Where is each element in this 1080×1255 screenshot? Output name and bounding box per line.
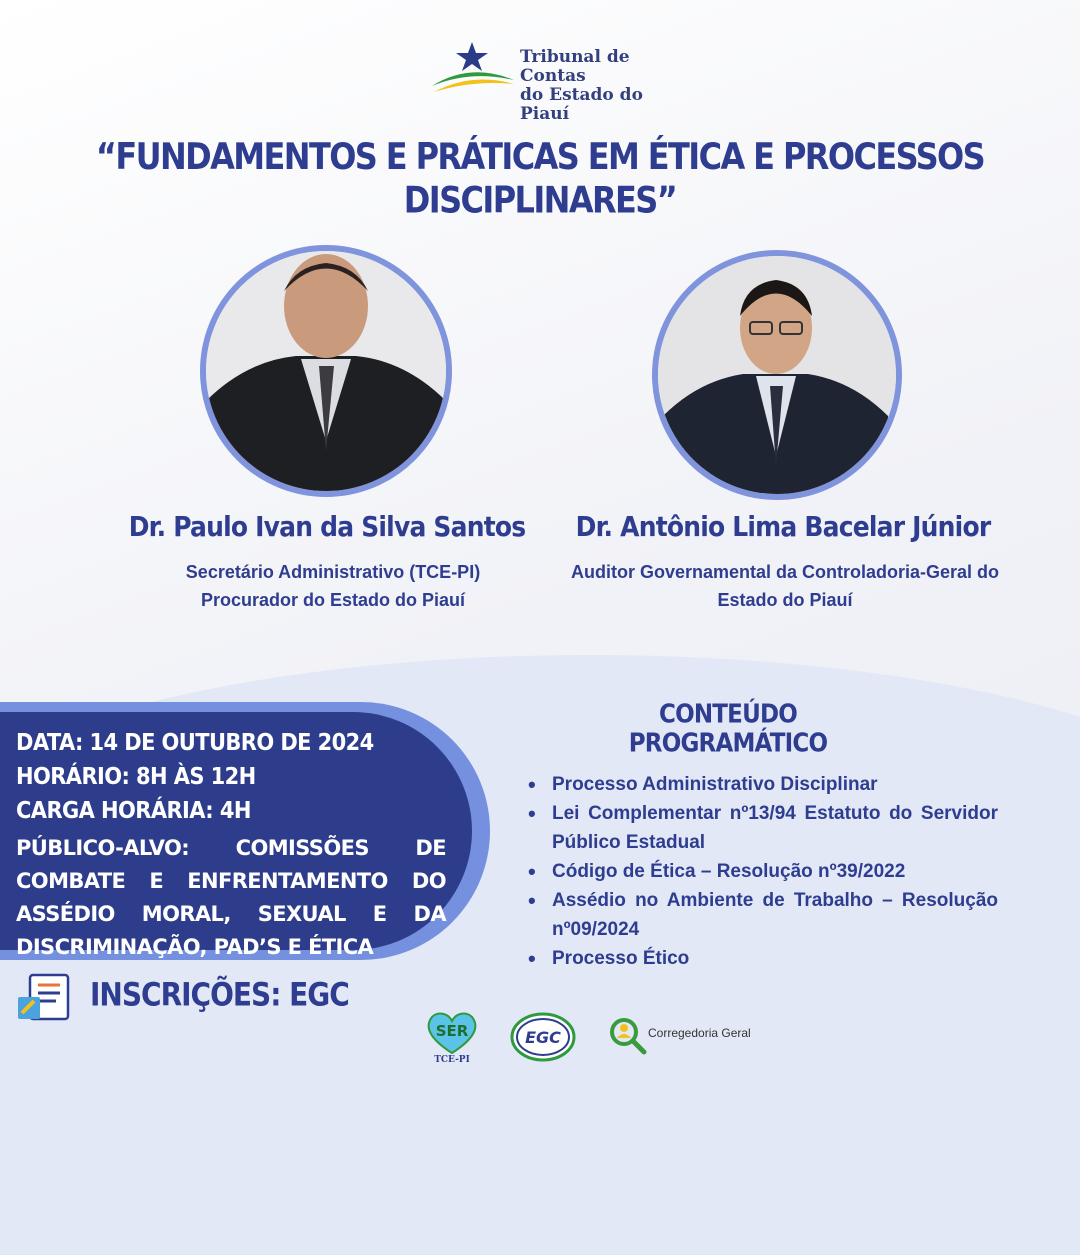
event-time: HORÁRIO: 8H ÀS 12H bbox=[16, 762, 256, 790]
egc-logo bbox=[510, 1012, 576, 1062]
egc-logo-text: EGC bbox=[525, 1028, 561, 1047]
star-swoosh-icon bbox=[430, 40, 520, 100]
page-title: “FUNDAMENTOS E PRÁTICAS EM ÉTICA E PROCESSOS DISCIPLINARES” bbox=[95, 134, 985, 222]
speaker-1-role-line1: Secretário Administrativo (TCE-PI) bbox=[185, 562, 481, 582]
speaker-2-name: Dr. Antônio Lima Bacelar Júnior bbox=[575, 510, 991, 543]
ser-logo bbox=[420, 1005, 484, 1063]
speaker-1-name: Dr. Paulo Ivan da Silva Santos bbox=[128, 510, 526, 543]
speaker-2-role bbox=[520, 558, 1050, 614]
form-document-icon bbox=[16, 973, 74, 1023]
program-list bbox=[528, 770, 998, 973]
program-item: • Processo Ético bbox=[528, 944, 998, 973]
speaker-photo-1 bbox=[200, 245, 452, 497]
corregedoria-logo-text: Corregedoria Geral bbox=[648, 1026, 751, 1040]
ser-logo-text: SER bbox=[435, 1022, 469, 1040]
ser-logo-sub: TCE-PI bbox=[434, 1055, 470, 1063]
program-title: CONTEÚDO PROGRAMÁTICO bbox=[628, 699, 828, 759]
speaker-2-role-line1: Auditor Governamental da Controladoria-Geral do bbox=[570, 562, 1000, 582]
speaker-2-role-line2: Estado do Piauí bbox=[717, 590, 853, 610]
tce-pi-logo bbox=[430, 40, 690, 124]
program-item: • Processo Administrativo Disciplinar bbox=[528, 770, 998, 799]
speaker-1-role bbox=[100, 558, 566, 614]
org-name-line2: do Estado do Piauí bbox=[520, 85, 643, 124]
magnifier-icon bbox=[608, 1016, 648, 1056]
event-date: DATA: 14 DE OUTUBRO DE 2024 bbox=[16, 728, 374, 756]
event-audience: PÚBLICO-ALVO: COMISSÕES DE COMBATE E ENFRENTAMENTO DO ASSÉDIO MORAL, SEXUAL E DA DISCRIMINAÇÃO, PAD’S E ÉTICA bbox=[16, 836, 446, 959]
program-item: • Assédio no Ambiente de Trabalho – Resolução nº09/2024 bbox=[528, 886, 998, 944]
registration-text: INSCRIÇÕES: EGC bbox=[90, 975, 349, 1014]
speaker-1-role-line2: Procurador do Estado do Piauí bbox=[200, 590, 466, 610]
program-item: • Lei Complementar nº13/94 Estatuto do Servidor Público Estadual bbox=[528, 799, 998, 857]
speaker-photo-2 bbox=[652, 250, 902, 500]
event-workload: CARGA HORÁRIA: 4H bbox=[16, 796, 251, 824]
org-name-line1: Tribunal de Contas bbox=[520, 47, 630, 86]
program-item: • Código de Ética – Resolução nº39/2022 bbox=[528, 857, 998, 886]
